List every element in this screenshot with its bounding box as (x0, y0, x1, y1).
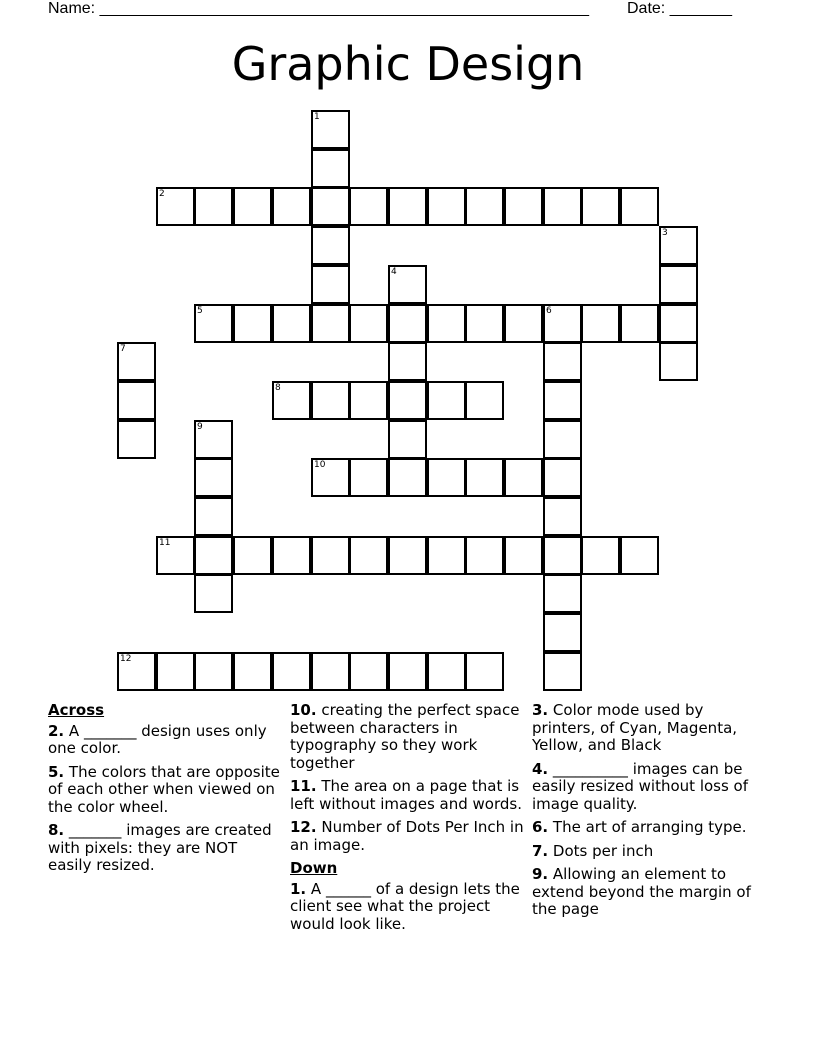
clue-text: The area on a page that is left without images and words. (290, 777, 522, 813)
down-heading: Down (290, 859, 338, 877)
grid-cell[interactable] (543, 652, 582, 691)
clue-down-3 (532, 702, 767, 755)
clue-number-label: 5 (197, 306, 203, 316)
grid-cell[interactable] (427, 304, 466, 343)
grid-cell[interactable] (272, 536, 311, 575)
grid-cell[interactable] (543, 187, 582, 226)
clue-text: __________ images can be easily resized without loss of image quality. (532, 759, 749, 813)
grid-cell[interactable] (233, 304, 272, 343)
clue-text: The colors that are opposite of each other when viewed on the color wheel. (48, 762, 280, 816)
grid-cell[interactable] (388, 187, 427, 226)
clue-number-label: 1 (314, 112, 320, 122)
clue-across-5 (48, 764, 283, 817)
clue-number: 6. (532, 818, 549, 836)
grid-cell[interactable] (311, 652, 350, 691)
grid-cell[interactable] (272, 304, 311, 343)
grid-cell[interactable] (543, 342, 582, 381)
across-heading: Across (48, 701, 105, 719)
clue-text: Dots per inch (552, 841, 654, 860)
grid-cell[interactable] (543, 304, 582, 343)
grid-cell[interactable] (311, 265, 350, 304)
grid-cell[interactable] (349, 536, 388, 575)
grid-cell[interactable] (194, 652, 233, 691)
clue-number-label: 4 (391, 267, 397, 277)
grid-cell[interactable] (311, 304, 350, 343)
grid-cell[interactable] (427, 536, 466, 575)
grid-cell[interactable] (194, 420, 233, 459)
grid-cell[interactable] (194, 497, 233, 536)
clue-number: 1. (290, 879, 307, 898)
grid-cell[interactable] (233, 652, 272, 691)
clue-number: 12. (290, 818, 317, 836)
grid-cell[interactable] (465, 652, 504, 691)
grid-cell[interactable] (388, 381, 427, 420)
clue-text: A ______ of a design lets the client see what the project would look like. (290, 879, 520, 933)
grid-cell[interactable] (311, 226, 350, 265)
clue-down-6 (532, 819, 767, 837)
grid-cell[interactable] (388, 420, 427, 459)
grid-cell[interactable] (233, 536, 272, 575)
clue-number: 7. (532, 841, 549, 860)
clue-text: Allowing an element to extend beyond the margin of the page (532, 865, 751, 918)
grid-cell[interactable] (581, 304, 620, 343)
clue-number: 5. (48, 762, 65, 781)
grid-cell[interactable] (349, 381, 388, 420)
grid-cell[interactable] (349, 304, 388, 343)
clue-text: Number of Dots Per Inch in an image. (290, 818, 524, 854)
clue-number-label: 10 (314, 460, 326, 470)
grid-cell[interactable] (543, 458, 582, 497)
grid-cell[interactable] (504, 187, 543, 226)
clue-number-label: 7 (120, 344, 126, 354)
grid-cell[interactable] (388, 265, 427, 304)
grid-cell[interactable] (465, 536, 504, 575)
clue-number-label: 3 (662, 228, 668, 238)
grid-cell[interactable] (311, 458, 350, 497)
clues-column-2 (290, 702, 525, 939)
grid-cell[interactable] (659, 226, 698, 265)
clue-number-label: 6 (546, 306, 552, 316)
grid-cell[interactable] (504, 304, 543, 343)
clue-text: creating the perfect space between characters in typography so they work together (290, 701, 520, 772)
clue-number: 10. (290, 701, 317, 719)
grid-cell[interactable] (427, 652, 466, 691)
clue-number: 8. (48, 821, 65, 839)
grid-cell[interactable] (117, 652, 156, 691)
grid-cell[interactable] (659, 342, 698, 381)
grid-cell[interactable] (427, 187, 466, 226)
name-field: Name: _______________________________________________________ (48, 0, 589, 17)
grid-cell[interactable] (543, 497, 582, 536)
grid-cell[interactable] (543, 574, 582, 613)
grid-cell[interactable] (427, 381, 466, 420)
grid-cell[interactable] (388, 536, 427, 575)
grid-cell[interactable] (349, 652, 388, 691)
grid-cell[interactable] (194, 536, 233, 575)
grid-cell[interactable] (620, 536, 659, 575)
clue-number-label: 12 (120, 654, 132, 664)
grid-cell[interactable] (388, 458, 427, 497)
clue-text: _______ images are created with pixels: they are NOT easily resized. (48, 821, 272, 874)
clue-number-label: 9 (197, 422, 203, 432)
clue-number: 11. (290, 777, 317, 795)
clue-across-10 (290, 702, 525, 772)
clue-down-4 (532, 761, 767, 814)
clues-column-1 (48, 702, 283, 881)
grid-cell[interactable] (117, 342, 156, 381)
grid-cell[interactable] (156, 187, 195, 226)
grid-cell[interactable] (272, 187, 311, 226)
grid-cell[interactable] (581, 187, 620, 226)
grid-cell[interactable] (194, 458, 233, 497)
clue-down-9 (532, 866, 767, 919)
clues-column-3 (532, 702, 767, 925)
grid-cell[interactable] (504, 458, 543, 497)
clue-number: 4. (532, 759, 549, 778)
clue-number: 3. (532, 701, 549, 719)
grid-cell[interactable] (272, 381, 311, 420)
grid-cell[interactable] (311, 149, 350, 188)
grid-cell[interactable] (543, 420, 582, 459)
clue-text: The art of arranging type. (552, 818, 747, 836)
clue-across-2 (48, 723, 283, 758)
grid-cell[interactable] (233, 187, 272, 226)
grid-cell[interactable] (465, 187, 504, 226)
grid-cell[interactable] (311, 381, 350, 420)
grid-cell[interactable] (465, 304, 504, 343)
grid-cell[interactable] (194, 304, 233, 343)
grid-cell[interactable] (504, 536, 543, 575)
clue-number: 2. (48, 721, 65, 740)
clue-down-7 (532, 843, 767, 861)
grid-cell[interactable] (659, 265, 698, 304)
clue-number-label: 11 (159, 538, 171, 548)
grid-cell[interactable] (311, 187, 350, 226)
grid-cell[interactable] (659, 304, 698, 343)
grid-cell[interactable] (272, 652, 311, 691)
grid-cell[interactable] (311, 536, 350, 575)
grid-cell[interactable] (117, 381, 156, 420)
grid-cell[interactable] (620, 187, 659, 226)
grid-cell[interactable] (465, 458, 504, 497)
grid-cell[interactable] (349, 458, 388, 497)
grid-cell[interactable] (194, 574, 233, 613)
clue-across-12 (290, 819, 525, 854)
grid-cell[interactable] (349, 187, 388, 226)
grid-cell[interactable] (465, 381, 504, 420)
grid-cell[interactable] (311, 110, 350, 149)
grid-cell[interactable] (543, 536, 582, 575)
grid-cell[interactable] (156, 652, 195, 691)
grid-cell[interactable] (388, 304, 427, 343)
clue-text: Color mode used by printers, of Cyan, Magenta, Yellow, and Black (532, 701, 738, 754)
clue-number-label: 8 (275, 383, 281, 393)
clue-across-11 (290, 778, 525, 813)
grid-cell[interactable] (194, 187, 233, 226)
grid-cell[interactable] (543, 381, 582, 420)
grid-cell[interactable] (156, 536, 195, 575)
clue-down-1 (290, 881, 525, 934)
grid-cell[interactable] (620, 304, 659, 343)
grid-cell[interactable] (581, 536, 620, 575)
date-field: Date: _______ (627, 0, 732, 17)
clue-number-label: 2 (159, 189, 165, 199)
clue-number: 9. (532, 865, 549, 883)
grid-cell[interactable] (427, 458, 466, 497)
page-title: Graphic Design (231, 37, 585, 91)
grid-cell[interactable] (543, 613, 582, 652)
clue-across-8 (48, 822, 283, 875)
grid-cell[interactable] (117, 420, 156, 459)
clue-text: A _______ design uses only one color. (48, 721, 267, 757)
grid-cell[interactable] (388, 652, 427, 691)
grid-cell[interactable] (388, 342, 427, 381)
